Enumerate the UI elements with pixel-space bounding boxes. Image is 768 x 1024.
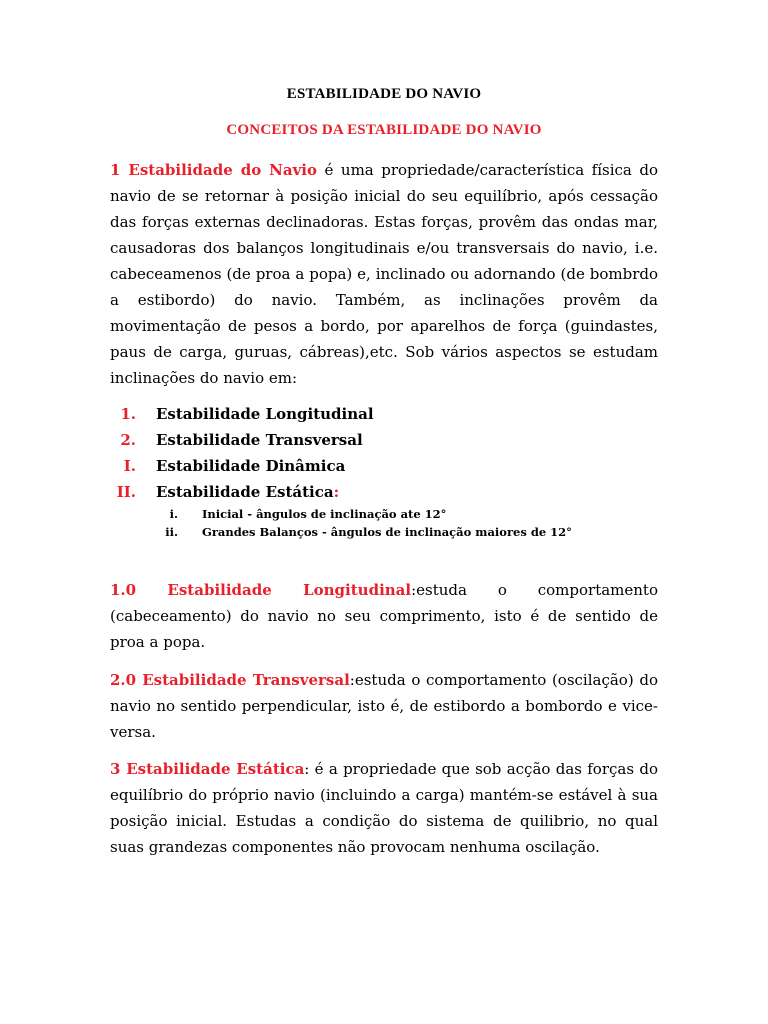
sublist-item-number: ii. [165, 525, 178, 539]
section-text: : é a propriedade que sob acção das forças do equilíbrio do próprio navio (incluindo a carga) mantém-se estável à sua posição inicial. Estudas a condição do sistema de quilibrio, no qual suas grandezas componentes não provocam nenhuma oscilação. [110, 760, 658, 856]
document-title: ESTABILIDADE DO NAVIO [286, 86, 482, 102]
section-longitudinal [110, 577, 658, 655]
section-estatica [110, 756, 658, 860]
sublist-item-label: Inicial - ângulos de inclinação ate 12° [202, 507, 447, 521]
list-item-label-text: Estabilidade Estática [156, 483, 334, 501]
section-text: :estuda o comportamento (oscilação) do navio no sentido perpendicular, isto é, de estibordo a bombordo e vice-versa. [110, 671, 658, 741]
list-item-number: I. [123, 457, 136, 475]
list-item-number: 1. [120, 405, 136, 423]
list-item-label [156, 480, 339, 504]
intro-text: é uma propriedade/característica física do navio de se retornar à posição inicial do seu equilíbrio, após cessação das forças externas declinadoras. Estas forças, provêm das ondas mar, causadoras dos balanços longitudinais e/ou transversais do navio, i.e. cabeceamenos (de proa a popa) e, inclinado ou adornando (de bombrdo a estibordo) do navio. Também, as inclinações provêm da movimentação de pesos a bordo, por aparelhos de força (guindastes, paus de carga, guruas, cábreas),etc. Sob vários aspectos se estudam inclinações do navio em: [110, 161, 658, 387]
section-text: :estuda o comportamento (cabeceamento) do navio no seu comprimento, isto é de sentido de proa a popa. [110, 581, 658, 651]
section-heading: 1.0 Estabilidade Longitudinal [110, 581, 412, 599]
sublist-item-number: i. [169, 507, 178, 521]
list-item-label: Estabilidade Transversal [156, 431, 363, 449]
list-item-number: II. [116, 483, 136, 501]
document-page [110, 0, 658, 1024]
list-item-number: 2. [120, 431, 136, 449]
list-item-suffix: : [333, 483, 340, 501]
list-item-label: Estabilidade Dinâmica [156, 457, 346, 475]
section-heading: 3 Estabilidade Estática [110, 760, 305, 778]
intro-paragraph [110, 157, 658, 391]
section-transversal [110, 667, 658, 745]
sublist-item-label: Grandes Balanços - ângulos de inclinação maiores de 12° [202, 525, 572, 539]
document-subtitle: CONCEITOS DA ESTABILIDADE DO NAVIO [226, 122, 542, 138]
section-heading: 2.0 Estabilidade Transversal [110, 671, 350, 689]
list-item-label: Estabilidade Longitudinal [156, 405, 374, 423]
intro-heading: 1 Estabilidade do Navio [110, 161, 318, 179]
